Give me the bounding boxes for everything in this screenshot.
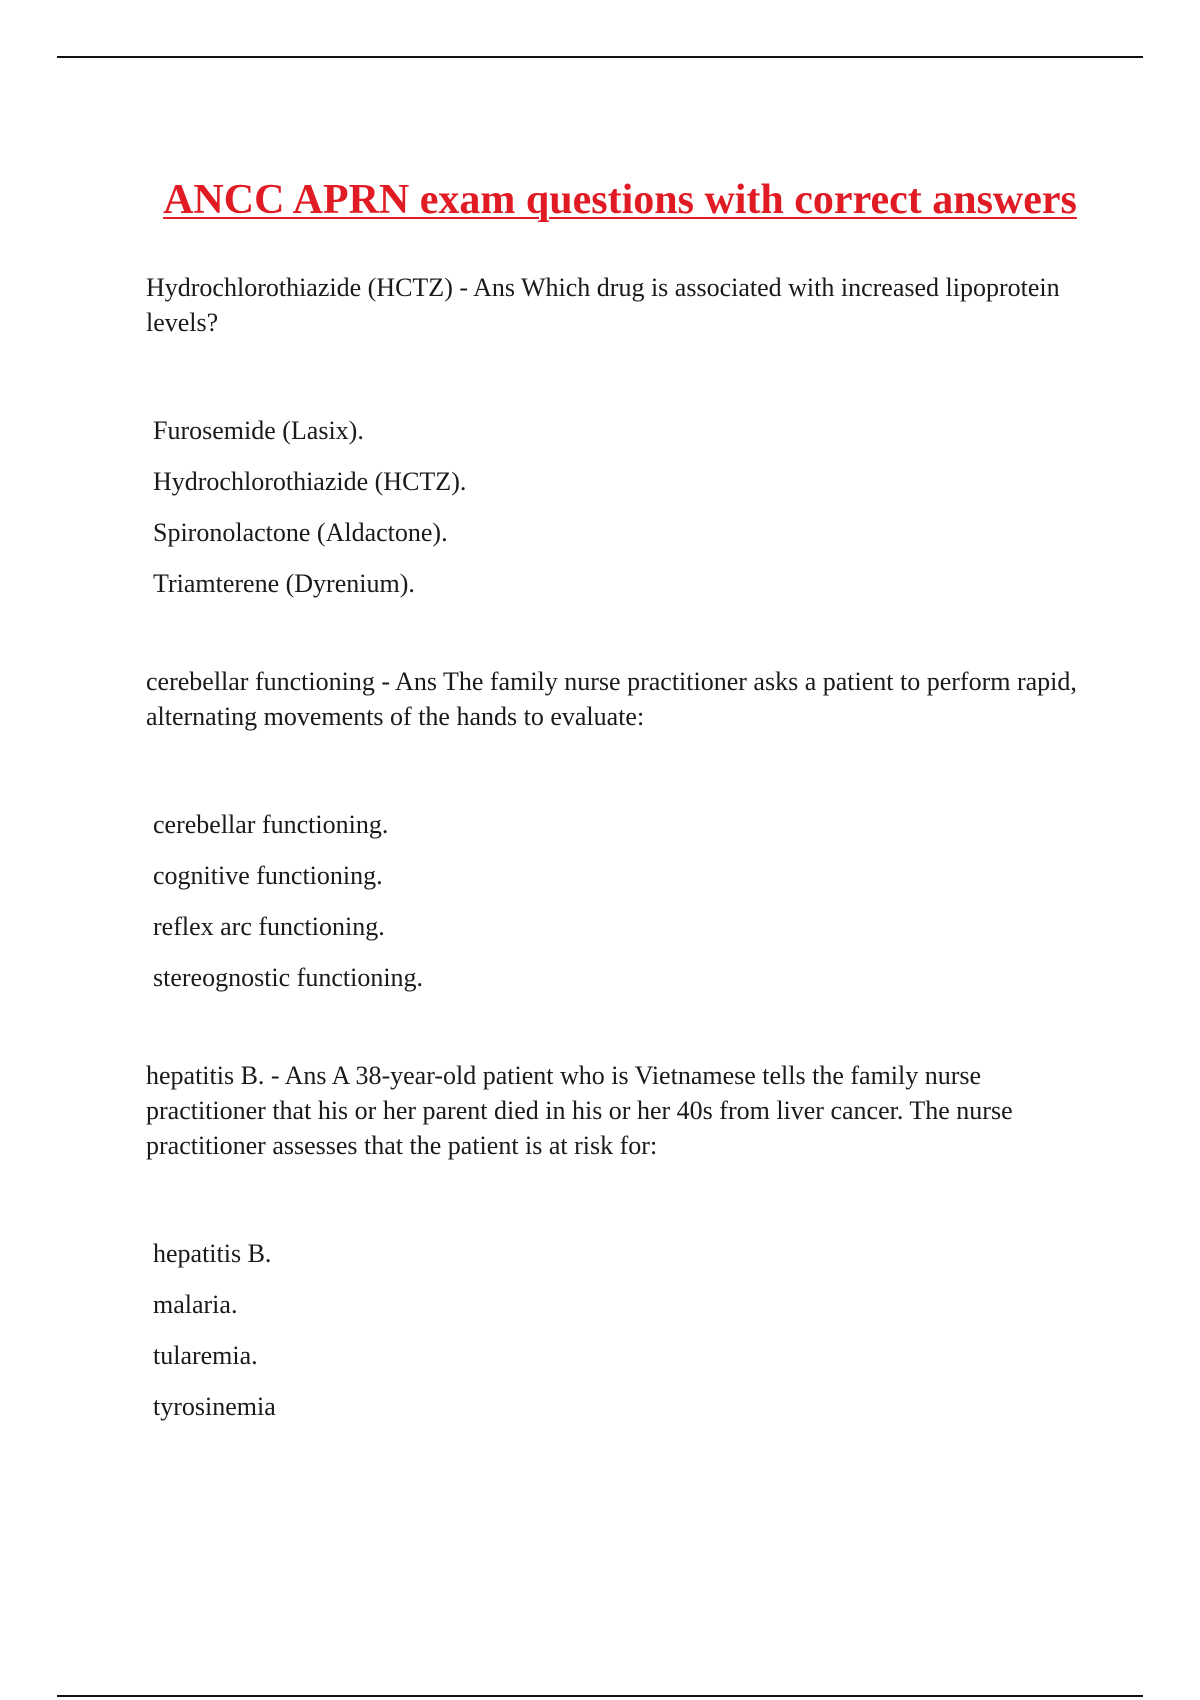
question-block-2 [146,664,1106,1003]
answer-option: tyrosinemia [153,1392,276,1421]
answer-option: stereognostic functioning. [153,963,424,992]
question-text: hepatitis B. - Ans A 38-year-old patient who is Vietnamese tells the family nurse practitioner that his or her parent died in his or her 40s from liver cancer. The nurse practitioner assesses that the patient is at risk for: [146,1061,1013,1160]
answer-option: malaria. [153,1290,238,1319]
header-rule [57,56,1143,58]
document-title: ANCC APRN exam questions with correct answers [163,177,1077,224]
answer-option: tularemia. [153,1341,258,1370]
answer-option: cerebellar functioning. [153,810,389,839]
answer-option: reflex arc functioning. [153,912,385,941]
answer-option: Spironolactone (Aldactone). [153,518,448,547]
question-text: cerebellar functioning - Ans The family nurse practitioner asks a patient to perform rapid, alternating movements of the hands to evaluate: [146,667,1077,731]
answer-options [146,1228,1106,1432]
question-block-1 [146,270,1106,609]
footer-rule [57,1695,1143,1697]
answer-option: hepatitis B. [153,1239,272,1268]
answer-option: Hydrochlorothiazide (HCTZ). [153,467,467,496]
answer-options [146,405,1106,609]
answer-option: cognitive functioning. [153,861,383,890]
question-block-3 [146,1058,1106,1432]
question-text: Hydrochlorothiazide (HCTZ) - Ans Which drug is associated with increased lipoprotein levels? [146,273,1060,337]
answer-option: Furosemide (Lasix). [153,416,364,445]
answer-option: Triamterene (Dyrenium). [153,569,415,598]
answer-options [146,799,1106,1003]
